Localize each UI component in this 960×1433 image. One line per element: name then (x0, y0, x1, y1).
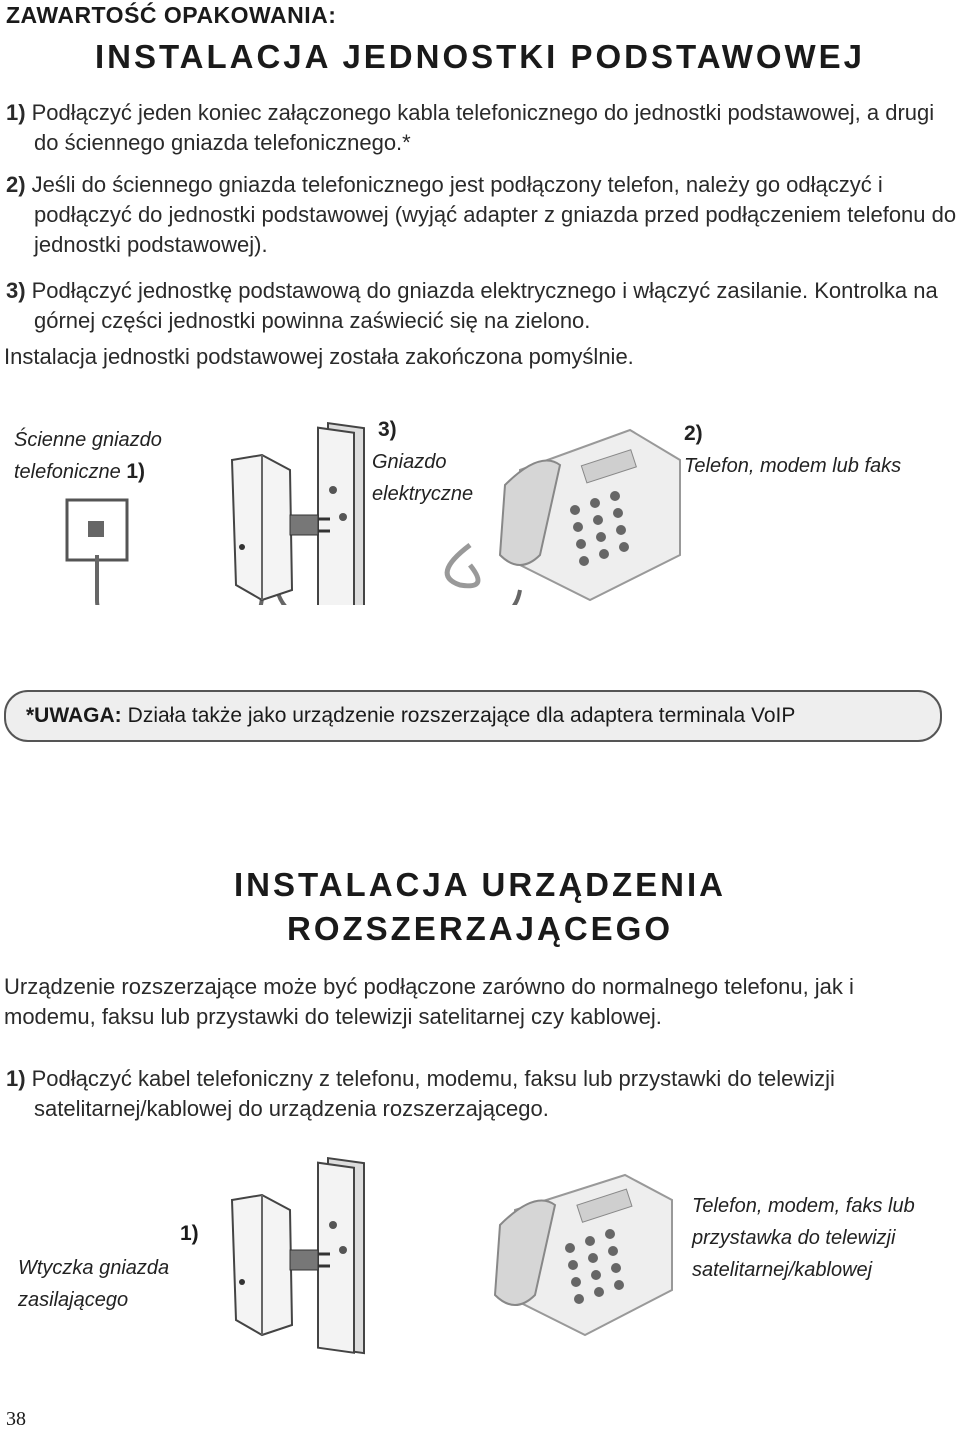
phone-label (684, 418, 901, 482)
wall-jack-label-line1: Ścienne gniazdo (14, 429, 162, 451)
power-socket-label (372, 414, 473, 510)
plug-label-line1: Wtyczka gniazda (18, 1257, 170, 1279)
wall-socket-icon (318, 423, 364, 605)
device-label-line3: satelitarnej/kablowej (692, 1259, 873, 1281)
step-text: Podłączyć jednostkę podstawową do gniazda elektrycznego i włączyć zasilanie. Kontrolka na górnej części jednostki powinna zaświecić się na zielono. (31, 278, 938, 333)
note-text: Działa także jako urządzenie rozszerzające dla adaptera terminala VoIP (127, 704, 796, 727)
telephone-icon (447, 430, 680, 600)
step-number: 1) (6, 100, 26, 125)
page-number: 38 (6, 1408, 26, 1430)
extension-intro: Urządzenie rozszerzające może być podłączone zarówno do normalnego telefonu, jak i modemu, faksu lub przystawki do telewizji satelitarnej czy kablowej. (4, 974, 854, 1029)
power-socket-line1: Gniazdo (372, 451, 447, 473)
note-box (4, 690, 942, 742)
section-title-line1: INSTALACJA URZĄDZENIA (234, 866, 726, 903)
device-label-line2: przystawka do telewizji (692, 1227, 896, 1249)
step-2 (6, 170, 960, 260)
closing-text: Instalacja jednostki podstawowej została zakończona pomyślnie. (4, 344, 634, 369)
phone-label-text: Telefon, modem lub faks (684, 455, 902, 477)
wall-jack-label (14, 424, 162, 488)
plug-label (18, 1252, 169, 1316)
power-socket-number: 3) (378, 418, 397, 441)
step-3 (6, 276, 960, 336)
step-number: 1) (6, 1066, 26, 1091)
wall-jack-number: 1) (126, 460, 145, 483)
step-1 (6, 98, 954, 158)
phone-cable-2 (275, 580, 520, 605)
adapter-icon (232, 1195, 330, 1335)
extension-step-1 (6, 1064, 960, 1124)
section-label: ZAWARTOŚĆ OPAKOWANIA: (6, 2, 337, 28)
step-text: Podłączyć kabel telefoniczny z telefonu, modemu, faksu lub przystawki do telewizji satelitarnej/kablowej do urządzenia rozszerzającego. (31, 1066, 835, 1121)
step-number: 2) (6, 172, 26, 197)
step-number: 3) (6, 278, 26, 303)
device-label (692, 1190, 915, 1286)
power-socket-line2: elektryczne (372, 483, 474, 505)
section-title-line2: ROZSZERZAJĄCEGO (286, 910, 674, 947)
wall-jack-label-line2: telefoniczne (14, 461, 121, 483)
step-text: Podłączyć jeden koniec załączonego kabla telefonicznego do jednostki podstawowej, a drugi do ściennego gniazda telefonicznego.* (31, 100, 935, 155)
adapter-icon (232, 455, 330, 600)
step-text: Jeśli do ściennego gniazda telefonicznego jest podłączony telefon, należy go odłączyć i podłączyć do jednostki podstawowej (wyjąć adapter z gniazda przed podłączeniem telefonu do jednostki podstawowej). (31, 172, 957, 257)
page-title: INSTALACJA JEDNOSTKI PODSTAWOWEJ (94, 38, 866, 75)
plug-number: 1) (180, 1222, 199, 1245)
plug-label-line2: zasilającego (18, 1289, 129, 1311)
phone-number: 2) (684, 422, 703, 445)
note-label: *UWAGA: (26, 704, 122, 727)
wall-socket-icon (318, 1158, 364, 1353)
device-label-line1: Telefon, modem, faks lub (692, 1195, 915, 1217)
telephone-icon (495, 1175, 672, 1335)
